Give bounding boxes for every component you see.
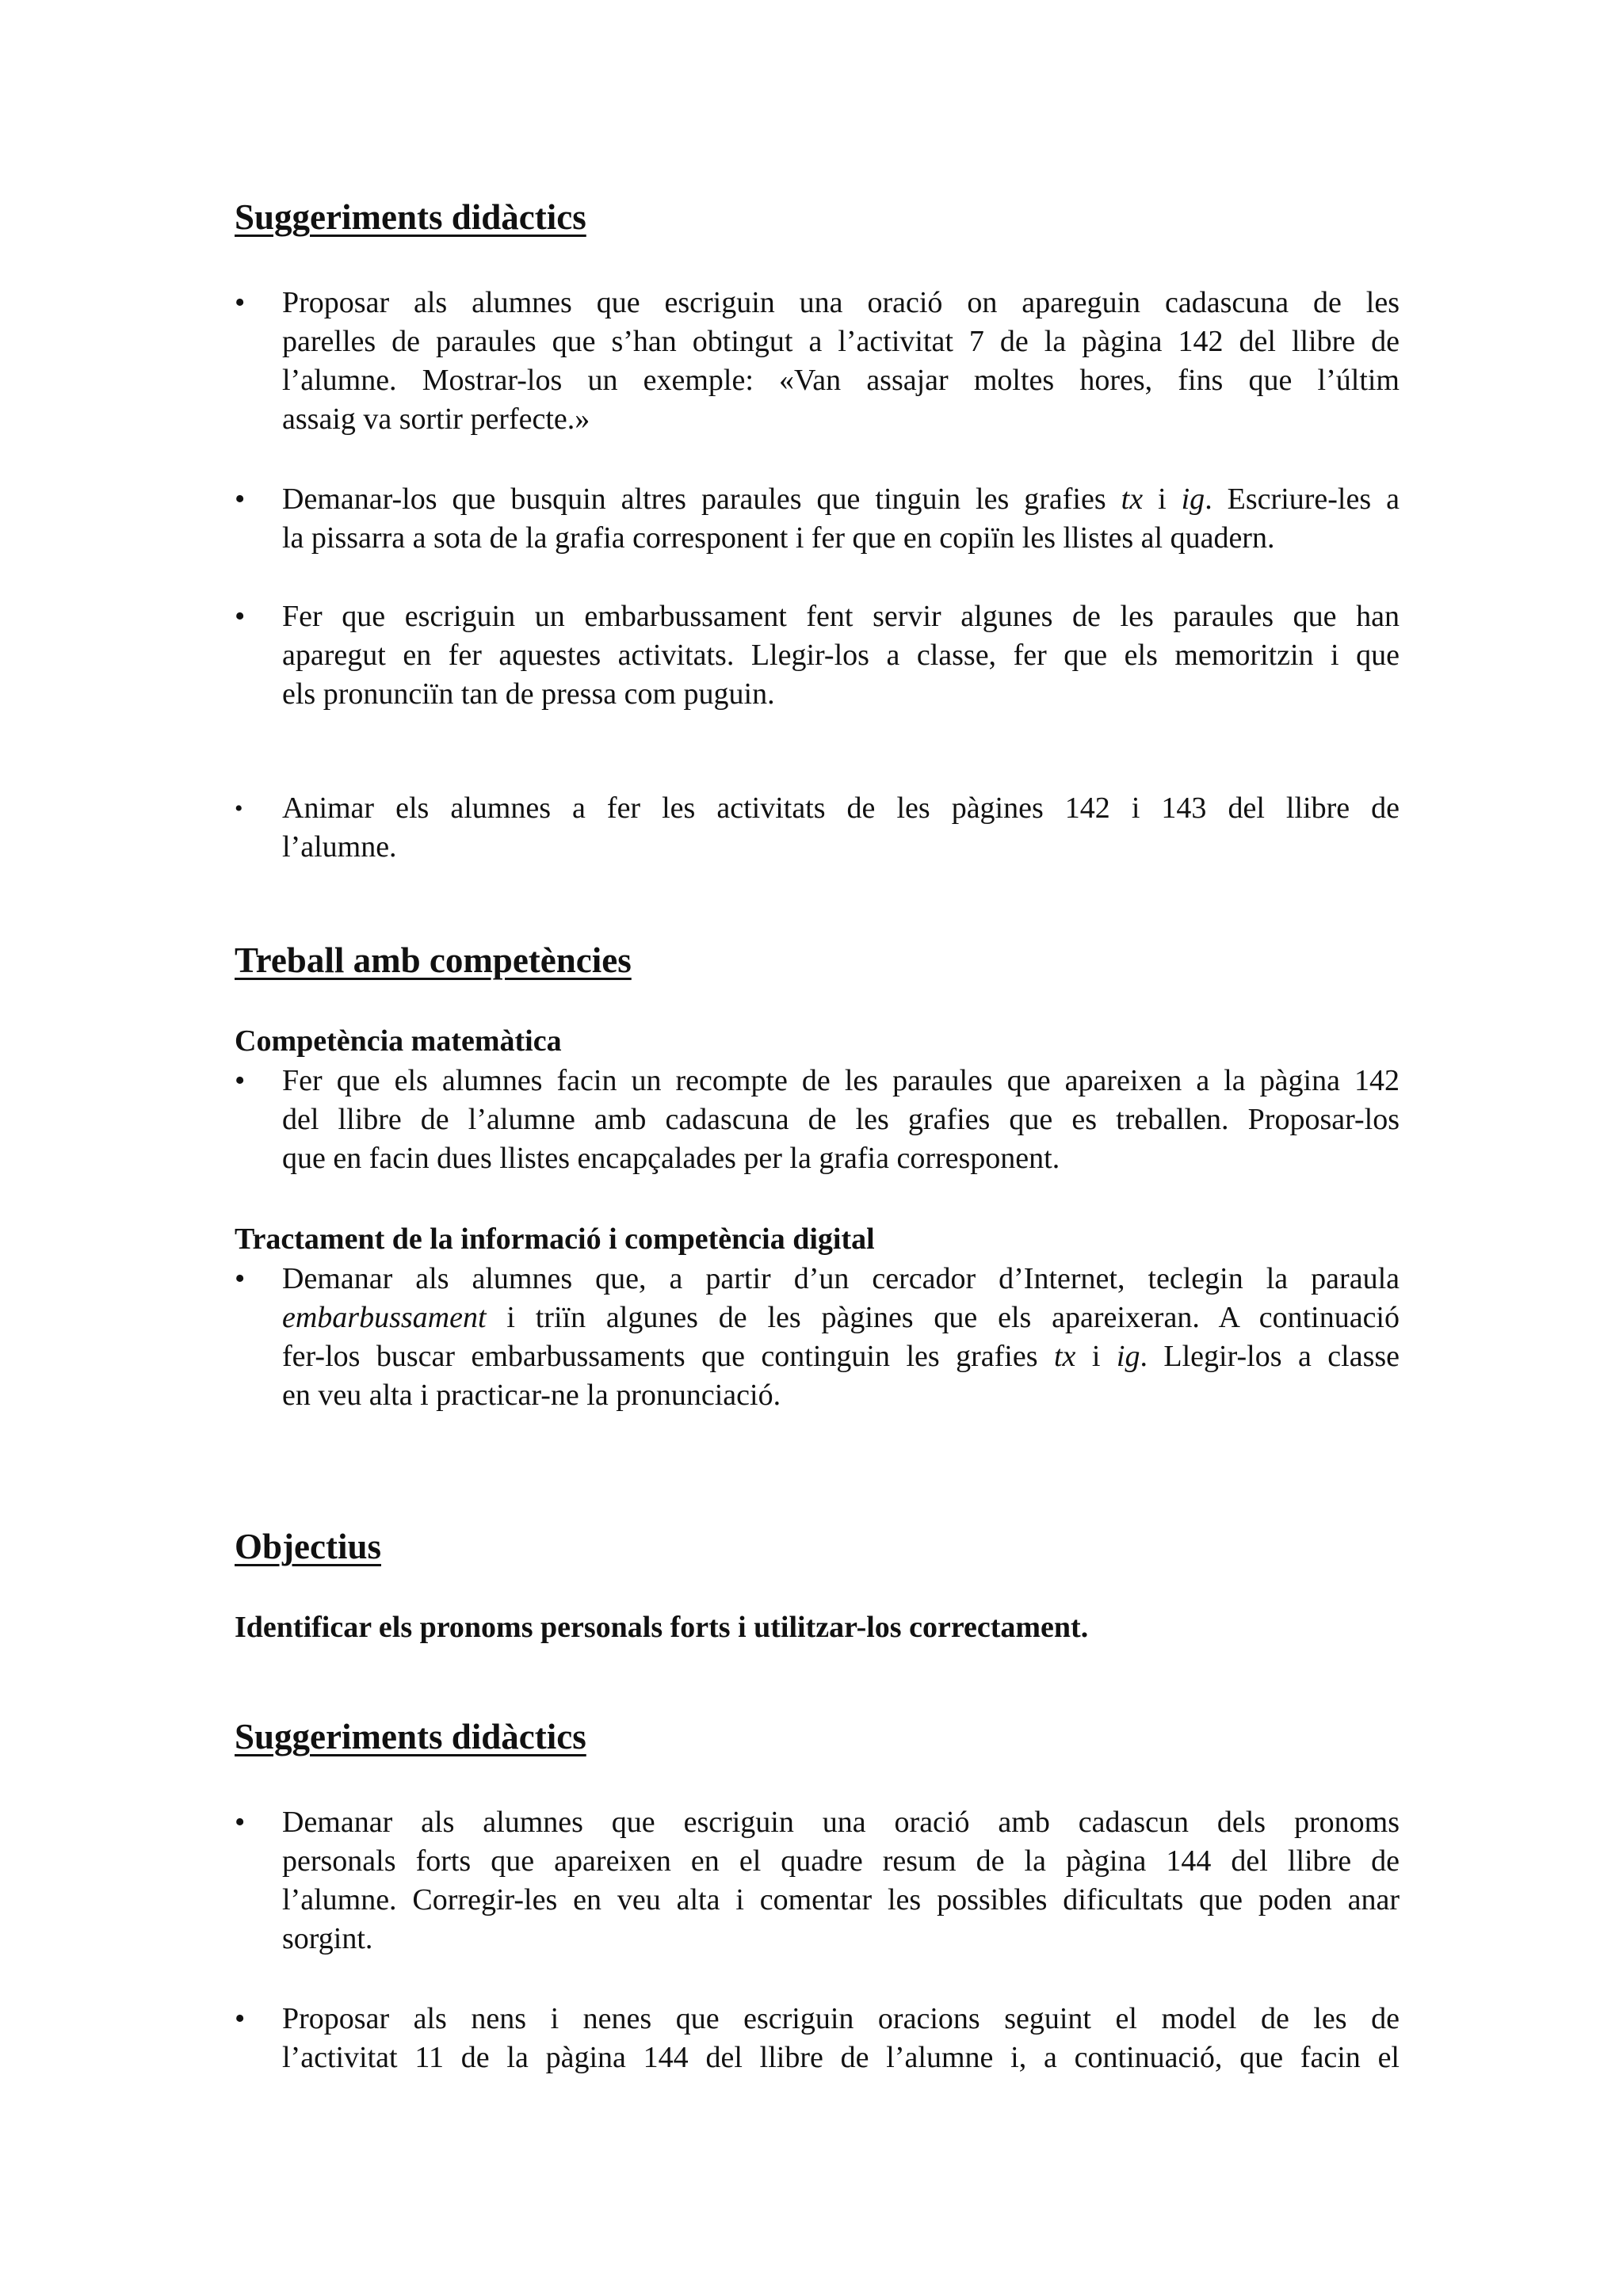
paragraph-line: aparegut en fer aquestes activitats. Llegir-los a classe, fer que els memoritzin i que [282,639,1400,672]
bullet-icon: • [235,2002,246,2035]
bullet-icon: • [235,1806,246,1839]
paragraph-line: Proposar als nens i nenes que escriguin oracions seguint el model de les de [282,2002,1400,2035]
paragraph-line: la pissarra a sota de la grafia corresponent i fer que en copiïn les llistes al quadern. [282,521,1275,555]
paragraph-line: l’alumne. Corregir-les en veu alta i comentar les possibles dificultats que poden anar [282,1883,1400,1917]
bullet-icon: • [235,286,246,319]
paragraph-line: del llibre de l’alumne amb cadascuna de les grafies que es treballen. Proposar-los [282,1103,1400,1136]
paragraph-line: Animar els alumnes a fer les activitats de les pàgines 142 i 143 del llibre de [282,791,1400,825]
bullet-icon: • [235,1262,246,1295]
paragraph-line: Fer que escriguin un embarbussament fent servir algunes de les paraules que han [282,600,1400,633]
paragraph-line: l’alumne. Mostrar-los un exemple: «Van assajar moltes hores, fins que l’últim [282,364,1400,397]
paragraph-line: els pronunciïn tan de pressa com puguin. [282,677,775,711]
section-heading-treball: Treball amb competències [235,940,632,980]
paragraph-line: parelles de paraules que s’han obtingut a l’activitat 7 de la pàgina 142 del llibre de [282,325,1400,358]
paragraph-line: Demanar-los que busquin altres paraules que tinguin les grafies tx i ig. Escriure-les a [282,482,1400,516]
paragraph-line: l’activitat 11 de la pàgina 144 del llibre de l’alumne i, a continuació, que facin el [282,2041,1400,2074]
subheading-competencia-matematica: Competència matemàtica [235,1024,562,1058]
paragraph-line: Proposar als alumnes que escriguin una oració on apareguin cadascuna de les [282,286,1400,319]
paragraph-line: assaig va sortir perfecte.» [282,402,590,436]
section-heading-suggeriments-2: Suggeriments didàctics [235,1717,586,1756]
paragraph-line: sorgint. [282,1922,373,1955]
paragraph-line: que en facin dues llistes encapçalades per la grafia corresponent. [282,1142,1060,1175]
paragraph-line: Demanar als alumnes que, a partir d’un cercador d’Internet, teclegin la paraula [282,1262,1400,1295]
objective-text: Identificar els pronoms personals forts i utilitzar-los correctament. [235,1611,1089,1644]
paragraph-line: Fer que els alumnes facin un recompte de les paraules que apareixen a la pàgina 142 [282,1064,1400,1097]
paragraph-line: Demanar als alumnes que escriguin una oració amb cadascun dels pronoms [282,1806,1400,1839]
bullet-icon: • [235,1064,246,1097]
section-heading-suggeriments-1: Suggeriments didàctics [235,197,586,237]
bullet-icon: • [235,482,246,516]
subheading-tractament-informacio: Tractament de la informació i competència digital [235,1222,875,1256]
paragraph-line: en veu alta i practicar-ne la pronunciació. [282,1379,781,1412]
bullet-icon: • [235,600,246,633]
paragraph-line: l’alumne. [282,830,397,864]
paragraph-line: fer-los buscar embarbussaments que continguin les grafies tx i ig. Llegir-los a classe [282,1340,1400,1373]
document-page [235,0,1400,2296]
paragraph-line: personals forts que apareixen en el quadre resum de la pàgina 144 del llibre de [282,1844,1400,1878]
section-heading-objectius: Objectius [235,1527,381,1566]
bullet-icon: • [235,795,243,822]
paragraph-line: embarbussament i triïn algunes de les pàgines que els apareixeran. A continuació [282,1301,1400,1334]
